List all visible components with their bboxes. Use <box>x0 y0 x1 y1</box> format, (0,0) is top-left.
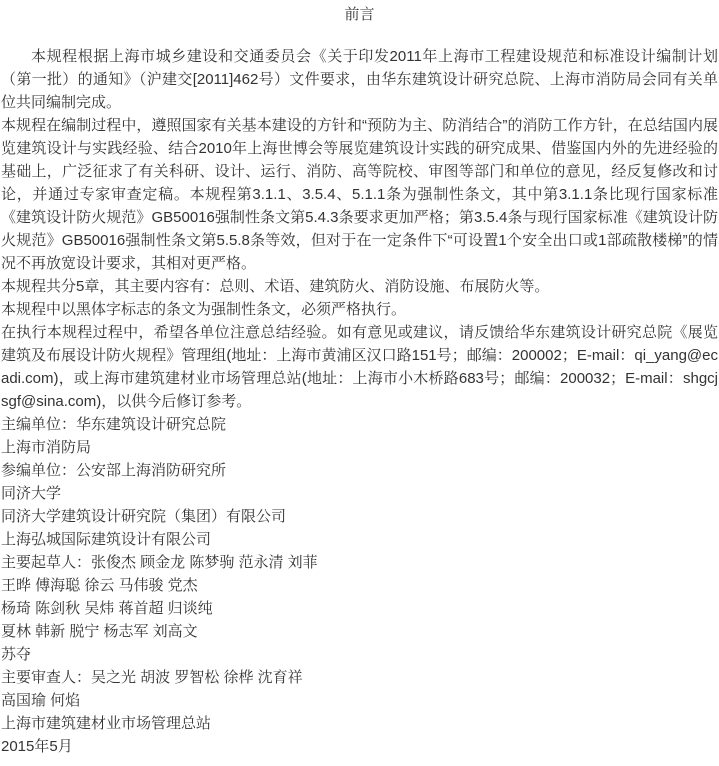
participating-unit-line: 参编单位：公安部上海消防研究所 <box>1 462 227 479</box>
paragraph-chapter-overview: 本规程共分5章，其主要内容有：总则、术语、建筑防火、消防设施、布展防火等。 <box>1 278 550 295</box>
chief-drafters-line-4: 夏林 韩新 脱宁 杨志军 刘高文 <box>1 623 198 640</box>
chief-drafters-line: 主要起草人：张俊杰 顾金龙 陈梦驹 范永清 刘菲 <box>1 554 318 571</box>
participating-unit-line-2: 同济大学 <box>1 485 62 502</box>
paragraph-mandatory-provisions: 本规程中以黑体字标志的条文为强制性条文，必须严格执行。 <box>1 301 407 318</box>
paragraph-basis: 本规程根据上海市城乡建设和交通委员会《关于印发2011年上海市工程建设规范和标准设计编制计划（第一批）的通知》（沪建交[2011]462号）文件要求，由华东建筑设计研究总院、上海市消防局会同有关单位共同编制完成。 <box>1 48 718 111</box>
paragraph-compilation-process: 本规程在编制过程中，遵照国家有关基本建设的方针和“预防为主、防消结合”的消防工作方针，在总结国内展览建筑设计与实践经验、结合2010年上海世博会等展览建筑设计实践的研究成果、借鉴国内外的先进经验的基础上，广泛征求了有关科研、设计、运行、消防、高等院校、审图等部门和单位的意见，经反复修改和讨论，并通过专家审查定稿。本规程第3.1.1、3.5.4、5.1.1条为强制性条文，其中第3.1.1条比现行国家标准《建筑设计防火规范》GB50016强制性条文第5.4.3条要求更加严格；第3.5.4条与现行国家标准《建筑设计防火规范》GB50016强制性条文第5.5.8条等效，但对于在一定条件下“可设置1个安全出口或1部疏散楼梯”的情况不再放宽设计要求，其相对更严格。 <box>1 117 718 272</box>
date-line: 2015年5月 <box>1 738 73 755</box>
management-station-line: 上海市建筑建材业市场管理总站 <box>1 715 212 732</box>
preface-title: 前言 <box>344 6 375 23</box>
participating-unit-line-3: 同济大学建筑设计研究院（集团）有限公司 <box>1 508 287 525</box>
chief-drafters-line-2: 王晔 傅海聪 徐云 马伟骏 党杰 <box>1 577 198 594</box>
chief-drafters-line-5: 苏夺 <box>1 646 32 663</box>
chief-drafters-line-3: 杨琦 陈剑秋 吴炜 蒋首超 归谈纯 <box>1 600 213 617</box>
chief-reviewers-line-2: 高国瑜 何焰 <box>1 692 81 709</box>
paragraph-feedback-contact: 在执行本规程过程中，希望各单位注意总结经验。如有意见或建议，请反馈给华东建筑设计研究总院《展览建筑及布展设计防火规程》管理组(地址：上海市黄浦区汉口路151号；邮编：200002；E-mail：qi_yang@ecadi.com)，或上海市建筑建材业市场管理总站(地址：上海市小木桥路683号；邮编：200032；E-mail：shgcjsgf@sina.com)，以供今后修订参考。 <box>1 324 718 410</box>
chief-reviewers-line: 主要审查人：吴之光 胡波 罗智松 徐桦 沈育祥 <box>1 669 303 686</box>
chief-editing-unit-line-2: 上海市消防局 <box>1 439 92 456</box>
chief-editing-unit-line: 主编单位：华东建筑设计研究总院 <box>1 416 227 433</box>
participating-unit-line-4: 上海弘城国际建筑设计有限公司 <box>1 531 212 548</box>
